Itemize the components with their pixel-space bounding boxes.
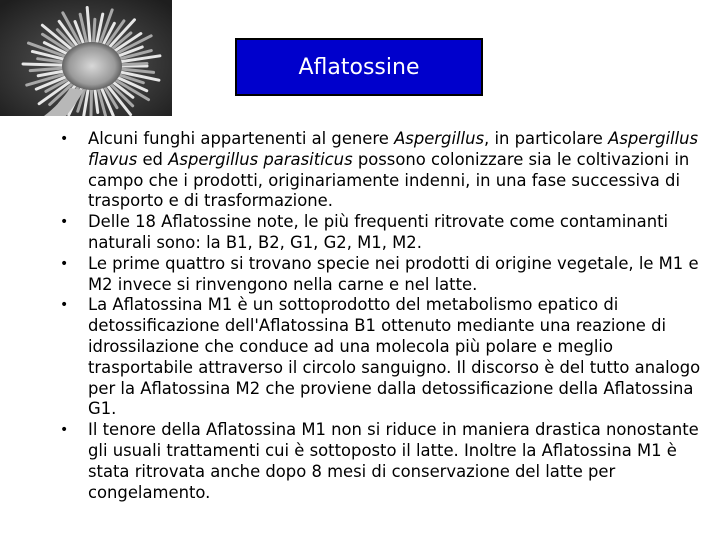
bullet-text: Alcuni funghi appartenenti al genere <box>88 129 395 148</box>
italic-text: Aspergillus flavus <box>88 129 699 169</box>
bullet-text: , in particolare <box>484 129 609 148</box>
title-box <box>235 38 483 96</box>
bullet-text: possono colonizzare sia le coltivazioni in campo che i prodotti, originariamente indenni, in una fase successiva di trasporto e di trasformazione. <box>88 149 690 211</box>
italic-text: Aspergillus parasiticus <box>168 149 353 169</box>
bullet-text: ed <box>137 149 169 169</box>
bullet-item <box>58 212 708 254</box>
bullet-item <box>58 254 708 296</box>
bullet-text: Le prime quattro si trovano specie nei prodotti di origine vegetale, le M1 e M2 invece si rinvengono nella carne e nel latte. <box>88 253 699 294</box>
bullet-item <box>58 129 708 212</box>
aspergillus-micrograph <box>0 0 172 116</box>
italic-text: Aspergillus <box>394 129 485 148</box>
bullet-list <box>58 129 708 503</box>
bullet-item <box>58 295 708 420</box>
bullet-item <box>58 420 708 503</box>
bullet-text: La Aflatossina M1 è un sottoprodotto del metabolismo epatico di detossificazione dell'Aflatossina B1 ottenuto mediante una reazione di idrossilazione che conduce ad una molecola più polare e meglio trasportabile attraverso il circolo sanguigno. Il discorso è del tutto analogo per la Aflatossina M2 che proviene dalla detossificazione della Aflatossina G1. <box>88 295 701 419</box>
bullet-text: Il tenore della Aflatossina M1 non si riduce in maniera drastica nonostante gli usuali trattamenti cui è sottoposto il latte. Inoltre la Aflatossina M1 è stata ritrovata anche dopo 8 mesi di conservazione del latte per congelamento. <box>88 420 699 502</box>
slide-title: Aflatossine <box>298 54 420 80</box>
bullet-text: Delle 18 Aflatossine note, le più frequenti ritrovate come contaminanti naturali sono: la B1, B2, G1, G2, M1, M2. <box>88 212 669 252</box>
